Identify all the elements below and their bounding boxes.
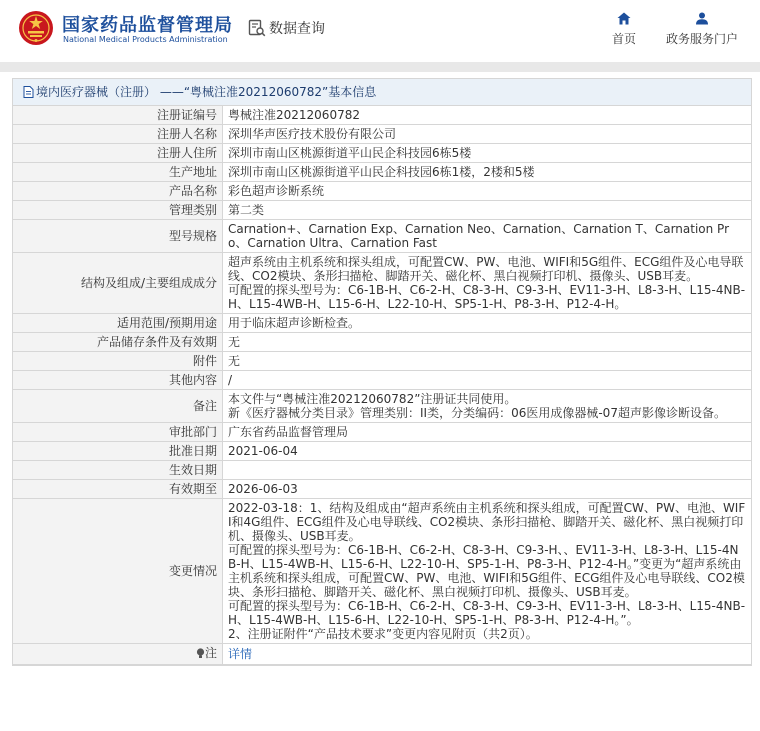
field-label: 生效日期 [13,461,223,480]
detail-panel [12,78,752,666]
field-label: 附件 [13,352,223,371]
field-value: 广东省药品监督管理局 [223,423,752,442]
field-label: 注册证编号 [13,106,223,125]
table-row-note [13,644,751,665]
field-label: 适用范围/预期用途 [13,314,223,333]
table-row [13,442,751,461]
table-row [13,499,751,644]
table-row [13,201,751,220]
field-value: 第二类 [223,201,752,220]
field-value: Carnation+、Carnation Exp、Carnation Neo、Carnation、Carnation T、Carnation Pro、Carnation Ultra、Carnation Fast [223,220,752,253]
panel-title-text: 境内医疗器械（注册） ——“粤械注准20212060782”基本信息 [36,85,377,99]
brand-name-en[interactable]: National Medical Products Administration [63,35,228,44]
lightbulb-icon [196,648,205,659]
field-value: 无 [223,352,752,371]
field-label: 其他内容 [13,371,223,390]
note-label-cell [13,644,223,665]
field-value: 深圳市南山区桃源街道平山民企科技园6栋1楼，2楼和5楼 [223,163,752,182]
table-row [13,314,751,333]
field-label: 注册人住所 [13,144,223,163]
field-value: 无 [223,333,752,352]
field-value [223,461,752,480]
field-value: 粤械注准20212060782 [223,106,752,125]
field-label: 型号规格 [13,220,223,253]
field-label: 结构及组成/主要组成成分 [13,253,223,314]
nav-service-portal[interactable] [666,12,738,47]
note-value-cell [223,644,752,665]
field-value: 深圳华声医疗技术股份有限公司 [223,125,752,144]
table-row [13,220,751,253]
field-value: 超声系统由主机系统和探头组成，可配置CW、PW、电池、WIFI和5G组件、ECG组件及心电导联线、CO2模块、条形扫描枪、脚踏开关、磁化杯、黑白视频打印机、摄像头、USB耳麦。 可配置的探头型号为：C6-1B-H、C6-2-H、C8-3-H、C9-3-H、EV11-3-H、L8-3-H、L15-4NB-H、L15-4WB-H、L15-6-H、L22-10-H、SP5-1-H、P8-3-H、P12-4-H。 [223,253,752,314]
field-label: 审批部门 [13,423,223,442]
table-row [13,352,751,371]
field-value: 深圳市南山区桃源街道平山民企科技园6栋5楼 [223,144,752,163]
nav-home[interactable] [612,12,636,47]
field-label: 产品储存条件及有效期 [13,333,223,352]
table-row [13,480,751,499]
table-row [13,163,751,182]
site-header [0,0,760,62]
table-row [13,106,751,125]
field-value: 2022-03-18：1、结构及组成由“超声系统由主机系统和探头组成，可配置CW、PW、电池、WIFI和4G组件、ECG组件及心电导联线、CO2模块、条形扫描枪、脚踏开关、磁化杯、黑白视频打印机、摄像头、USB耳麦。 可配置的探头型号为：C6-1B-H、C6-2-H、C8-3-H、C9-3-H、、EV11-3-H、L8-3-H、L15-4NB-H、L15-4WB-H、L15-6-H、L22-10-H、SP5-1-H、P8-3-H、P12-4-H。”变更为“超声系统由主机系统和探头组成，可配置CW、PW、电池、WIFI和5G组件、ECG组件及心电导联线、CO2模块、条形扫描枪、脚踏开关、磁化杯、黑白视频打印机、摄像头、USB耳麦。 可配置的探头型号为：C6-1B-H、C6-2-H、C8-3-H、C9-3-H、EV11-3-H、L8-3-H、L15-4NB-H、L15-4WB-H、L15-6-H、L22-10-H、SP5-1-H、P8-3-H、P12-4-H。”。 2、注册证附件“产品技术要求”变更内容见附页（共2页）。 [223,499,752,644]
note-label: 注 [204,646,217,660]
header-divider [0,62,760,72]
nav-home-label: 首页 [612,32,637,46]
table-row [13,182,751,201]
field-value: / [223,371,752,390]
field-label: 生产地址 [13,163,223,182]
table-row [13,333,751,352]
brand-name-cn[interactable]: 国家药品监督管理局 [62,15,233,36]
field-label: 变更情况 [13,499,223,644]
field-value: 彩色超声诊断系统 [223,182,752,201]
document-icon [23,86,34,98]
field-label: 备注 [13,390,223,423]
data-query-label: 数据查询 [269,21,325,37]
home-icon [617,12,631,25]
data-query-icon [248,19,266,37]
table-row [13,390,751,423]
field-label: 注册人名称 [13,125,223,144]
table-row [13,371,751,390]
field-value: 2021-06-04 [223,442,752,461]
table-row [13,144,751,163]
field-label: 批准日期 [13,442,223,461]
panel-title [13,79,751,106]
user-icon [695,12,709,25]
table-row [13,253,751,314]
field-label: 管理类别 [13,201,223,220]
nav-portal-label: 政务服务门户 [666,32,739,46]
data-query-link[interactable] [248,18,325,38]
registration-info-table [13,106,751,665]
field-value: 本文件与“粤械注准20212060782”注册证共同使用。 新《医疗器械分类目录》管理类别：II类，分类编码：06医用成像器械-07超声影像诊断设备。 [223,390,752,423]
field-value: 2026-06-03 [223,480,752,499]
table-row [13,125,751,144]
field-label: 产品名称 [13,182,223,201]
detail-link[interactable]: 详情 [228,646,253,661]
table-row [13,461,751,480]
table-row [13,423,751,442]
national-emblem-logo[interactable] [18,10,54,46]
field-label: 有效期至 [13,480,223,499]
field-value: 用于临床超声诊断检查。 [223,314,752,333]
